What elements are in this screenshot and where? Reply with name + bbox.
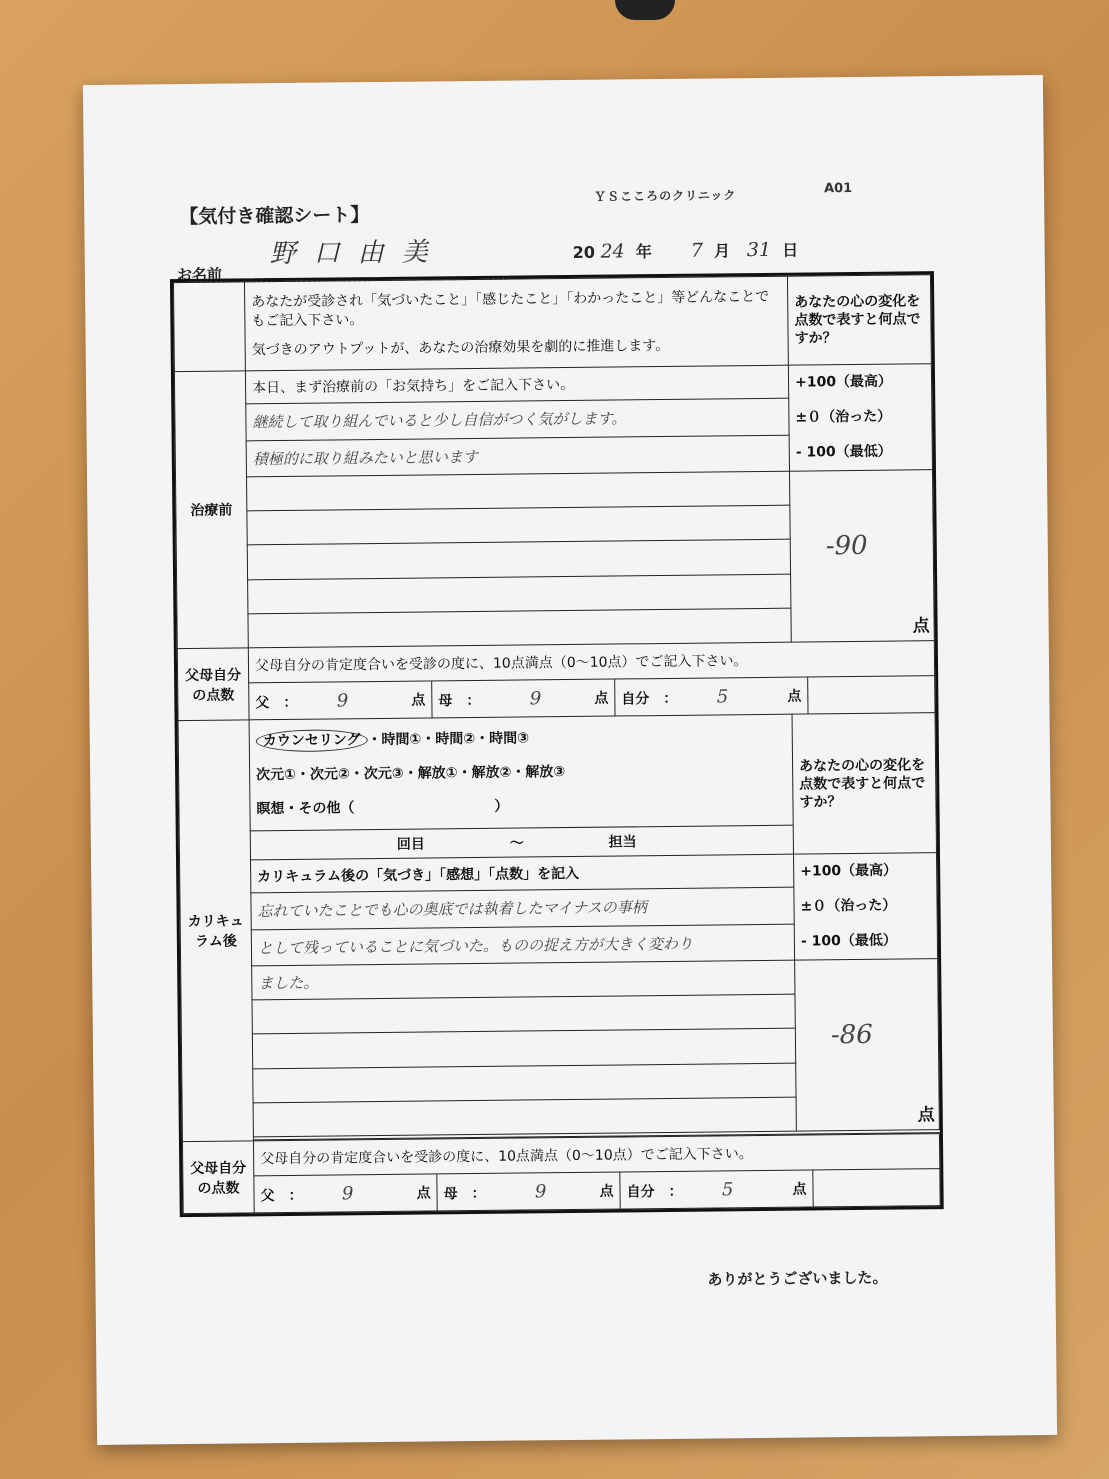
date-year: 24 bbox=[600, 240, 625, 263]
intro-line1: あなたが受診され「気づいたこと」「感じたこと」「わかったこと」等どんなことでもご記入下さい。 bbox=[251, 288, 770, 329]
scale-min: - 100（最低） bbox=[795, 443, 892, 461]
main-form bbox=[170, 271, 944, 1217]
mother-score: 9 bbox=[534, 1180, 547, 1202]
scale-max: +100（最高） bbox=[800, 862, 898, 880]
unit: 点 bbox=[792, 1181, 807, 1198]
scale-min: - 100（最低） bbox=[800, 932, 897, 950]
before-line bbox=[248, 574, 791, 614]
before-label: 治療前 bbox=[174, 371, 248, 649]
score-question-2: あなたの心の変化を点数で表すと何点ですか？ bbox=[792, 713, 936, 854]
curriculum-line bbox=[253, 1063, 796, 1103]
intro-line2: 気づきのアウトプットが、あなたの治療効果を劇的に推進します。 bbox=[251, 337, 670, 358]
date-month-label: 月 bbox=[713, 241, 731, 261]
sheet bbox=[83, 75, 1057, 1445]
before-line bbox=[247, 540, 790, 580]
sheet-title: 【気付き確認シート】 bbox=[179, 204, 370, 229]
parents2-prompt: 父母自分の肯定度合いを受診の度に、10点満点（0〜10点）でご記入下さい。 bbox=[253, 1134, 939, 1176]
before-score-unit: 点 bbox=[912, 616, 930, 637]
curriculum-line: ました。 bbox=[252, 960, 795, 1000]
unit: 点 bbox=[599, 1183, 614, 1200]
before-line bbox=[248, 608, 791, 648]
name-label: お名前 bbox=[176, 265, 223, 285]
curriculum-line: 忘れていたことでも心の奥底では執着したマイナスの事柄 bbox=[251, 887, 794, 929]
clinic-name: ＹＳこころのクリニック bbox=[594, 188, 737, 204]
curriculum-prompt: カリキュラム後の「気づき」「感想」「点数」を記入 bbox=[251, 854, 794, 893]
before-line bbox=[247, 505, 790, 545]
father-label: 父 ： bbox=[255, 694, 298, 711]
curriculum-score-unit: 点 bbox=[917, 1105, 935, 1126]
form-table bbox=[173, 274, 941, 1214]
counseling-option: カウンセリング bbox=[256, 729, 368, 752]
curriculum-line bbox=[252, 994, 795, 1034]
time-options: ・時間①・時間②・時間③ bbox=[367, 730, 530, 749]
name-value: 野口由美 bbox=[269, 237, 446, 270]
before-line bbox=[247, 471, 790, 511]
before-score-box bbox=[789, 470, 934, 642]
score-question-1: あなたの心の変化を点数で表すと何点ですか？ bbox=[787, 275, 931, 365]
before-prompt: 本日、まず治療前の「お気持ち」をご記入下さい。 bbox=[245, 365, 788, 404]
mother-score: 9 bbox=[529, 687, 542, 709]
other-options: 瞑想・その他（ ） bbox=[256, 798, 509, 818]
scale-zero: ±０（治った） bbox=[795, 408, 892, 426]
blank-side bbox=[173, 282, 245, 372]
form-code: A01 bbox=[823, 181, 853, 197]
curriculum-scale bbox=[793, 853, 937, 960]
parents1-prompt: 父母自分の肯定度合いを受診の度に、10点満点（0〜10点）でご記入下さい。 bbox=[248, 641, 934, 683]
father-score: 9 bbox=[341, 1182, 354, 1204]
date-month: 7 bbox=[690, 239, 704, 262]
curriculum-line bbox=[253, 1097, 796, 1137]
dimension-options: 次元①・次元②・次元③・解放①・解放②・解放③ bbox=[256, 764, 566, 784]
self-label: 自分 ： bbox=[621, 690, 678, 707]
unit: 点 bbox=[411, 692, 426, 709]
before-scale bbox=[788, 364, 932, 471]
session-staff: 担当 bbox=[608, 834, 637, 851]
parents2-row bbox=[254, 1169, 939, 1212]
curriculum-line bbox=[252, 1029, 795, 1069]
mother-label: 母 ： bbox=[443, 1185, 486, 1202]
unit: 点 bbox=[416, 1184, 431, 1202]
before-line: 積極的に取り組みたいと思います bbox=[246, 435, 789, 477]
father-label: 父 ： bbox=[260, 1187, 303, 1204]
parents2-label: 父母自分の点数 bbox=[182, 1141, 254, 1214]
curriculum-options bbox=[249, 714, 793, 831]
parents1-label: 父母自分の点数 bbox=[177, 648, 249, 721]
scale-zero: ±０（治った） bbox=[800, 897, 897, 915]
thanks-text: ありがとうございました。 bbox=[707, 1268, 888, 1289]
date-day: 31 bbox=[746, 238, 772, 262]
curriculum-score: -86 bbox=[830, 1019, 873, 1051]
session-tilde: 〜 bbox=[509, 835, 524, 852]
unit: 点 bbox=[787, 688, 802, 705]
intro-cell bbox=[244, 276, 788, 371]
mother-label: 母 ： bbox=[438, 692, 481, 709]
self-score: 5 bbox=[721, 1178, 734, 1200]
session-count: 回目 bbox=[396, 836, 425, 853]
unit: 点 bbox=[594, 690, 609, 707]
scale-max: +100（最高） bbox=[794, 373, 893, 391]
curriculum-score-box bbox=[795, 959, 940, 1131]
self-score: 5 bbox=[716, 685, 729, 707]
date-day-label: 日 bbox=[782, 240, 799, 260]
father-score: 9 bbox=[336, 689, 349, 711]
curriculum-line: として残っていることに気づいた。ものの捉え方が大きく変わり bbox=[251, 924, 794, 966]
date-year-label: 年 bbox=[635, 242, 652, 262]
before-line: 継続して取り組んでいると少し自信がつく気がします。 bbox=[246, 398, 789, 440]
background-object bbox=[615, 0, 675, 20]
date-prefix: 20 bbox=[572, 242, 596, 262]
self-label: 自分 ： bbox=[626, 1183, 683, 1200]
curriculum-label: カリキュラム後 bbox=[178, 720, 253, 1142]
date-field bbox=[573, 238, 799, 263]
before-score: -90 bbox=[825, 530, 868, 562]
